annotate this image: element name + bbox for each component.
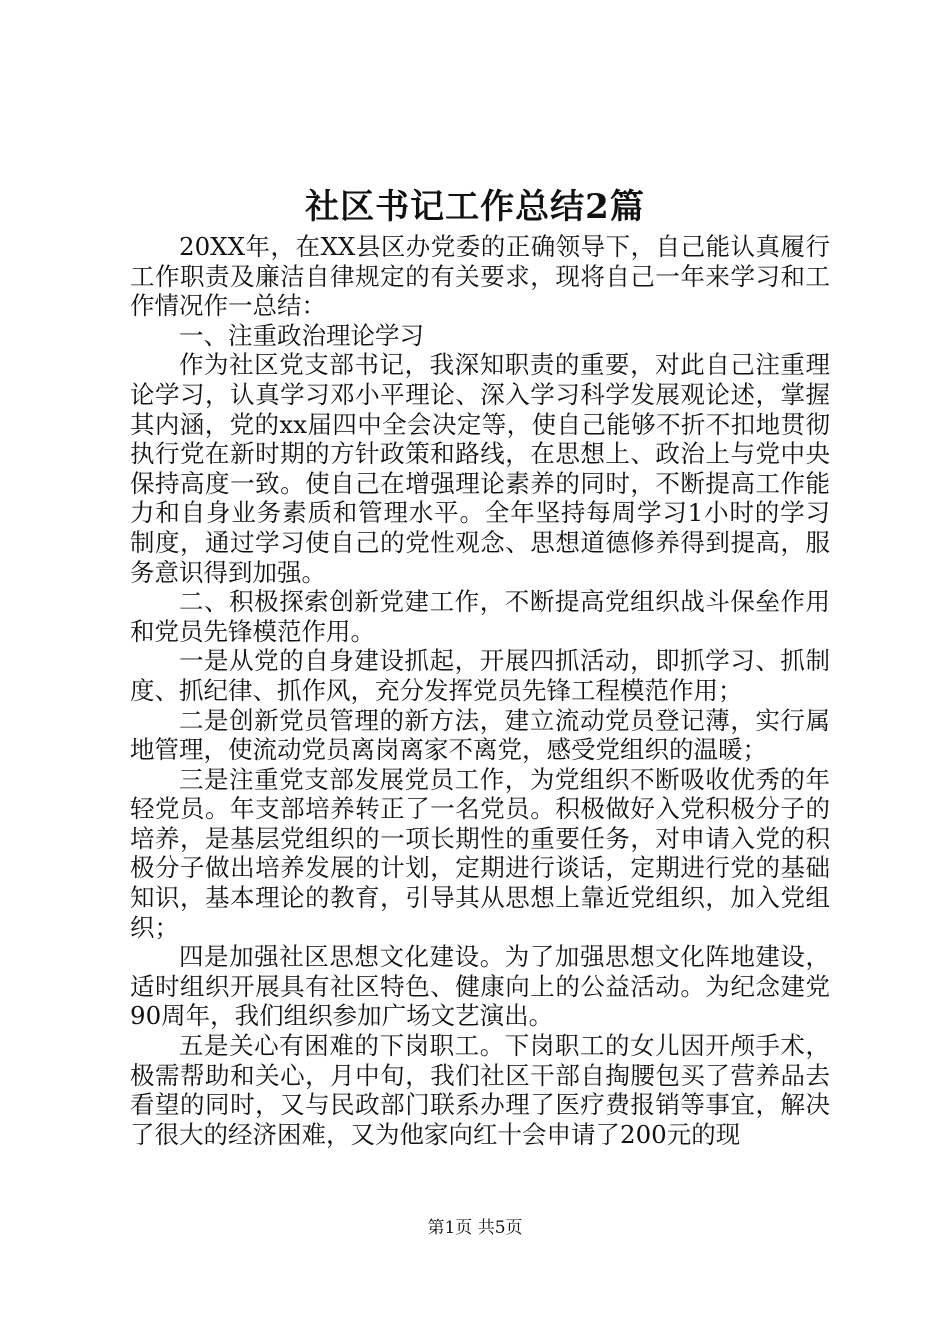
paragraph-item-1: 一是从党的自身建设抓起，开展四抓活动，即抓学习、抓制度、抓纪律、抓作风，充分发挥党员先锋工程模范作用； (130, 646, 830, 705)
document-title: 社区书记工作总结2篇 (305, 187, 645, 227)
paragraph-section-1: 作为社区党支部书记，我深知职责的重要，对此自己注重理论学习，认真学习邓小平理论、深入学习科学发展观论述，掌握其内涵，党的xx届四中全会决定等，使自己能够不折不扣地贯彻执行党在新时期的方针政策和路线，在思想上、政治上与党中央保持高度一致。使自己在增强理论素养的同时，不断提高工作能力和自身业务素质和管理水平。全年坚持每周学习1小时的学习制度，通过学习使自己的党性观念、思想道德修养得到提高，服务意识得到加强。 (130, 350, 830, 587)
section-heading-1: 一、注重政治理论学习 (179, 320, 424, 350)
paragraph-item-5: 五是关心有困难的下岗职工。下岗职工的女儿因开颅手术，极需帮助和关心，月中旬，我们社区干部自掏腰包买了营养品去看望的同时，又与民政部门联系办理了医疗费报销等事宜，解决了很大的经济困难，又为他家向红十会申请了200元的现 (130, 1031, 830, 1149)
document-body (130, 232, 830, 1149)
page-number-footer: 第1页 共5页 (427, 1218, 523, 1238)
paragraph-intro: 20XX年，在XX县区办党委的正确领导下，自己能认真履行工作职责及廉洁自律规定的有关要求，现将自己一年来学习和工作情况作一总结： (130, 232, 830, 321)
paragraph-item-4: 四是加强社区思想文化建设。为了加强思想文化阵地建设，适时组织开展具有社区特色、健康向上的公益活动。为纪念建党90周年，我们组织参加广场文艺演出。 (130, 942, 830, 1031)
paragraph-item-2: 二是创新党员管理的新方法，建立流动党员登记薄，实行属地管理，使流动党员离岗离家不离党，感受党组织的温暖； (130, 705, 830, 765)
paragraph-item-3: 三是注重党支部发展党员工作，为党组织不断吸收优秀的年轻党员。年支部培养转正了一名党员。积极做好入党积极分子的培养，是基层党组织的一项长期性的重要任务，对申请入党的积极分子做出培养发展的计划，定期进行谈话，定期进行党的基础知识，基本理论的教育，引导其从思想上靠近党组织，加入党组织； (130, 764, 830, 942)
section-heading-2: 二、积极探索创新党建工作，不断提高党组织战斗保垒作用和党员先锋模范作用。 (130, 587, 830, 646)
